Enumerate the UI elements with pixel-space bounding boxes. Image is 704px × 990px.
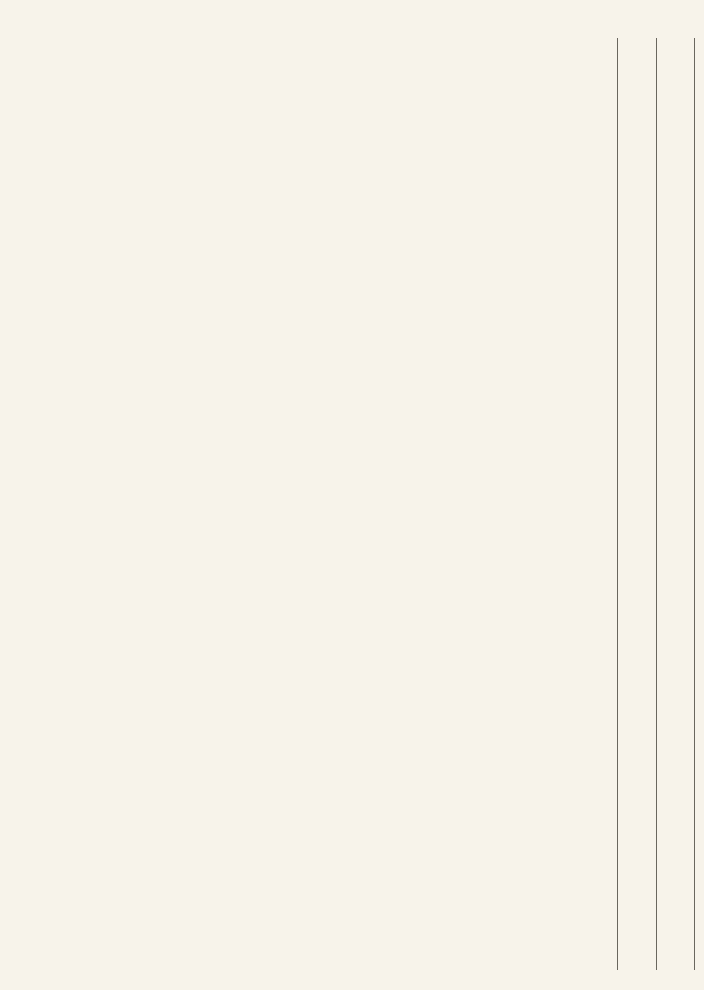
column-rule-right [694,38,695,970]
column-rule-left [617,38,618,970]
column-rule-mid [656,38,657,970]
